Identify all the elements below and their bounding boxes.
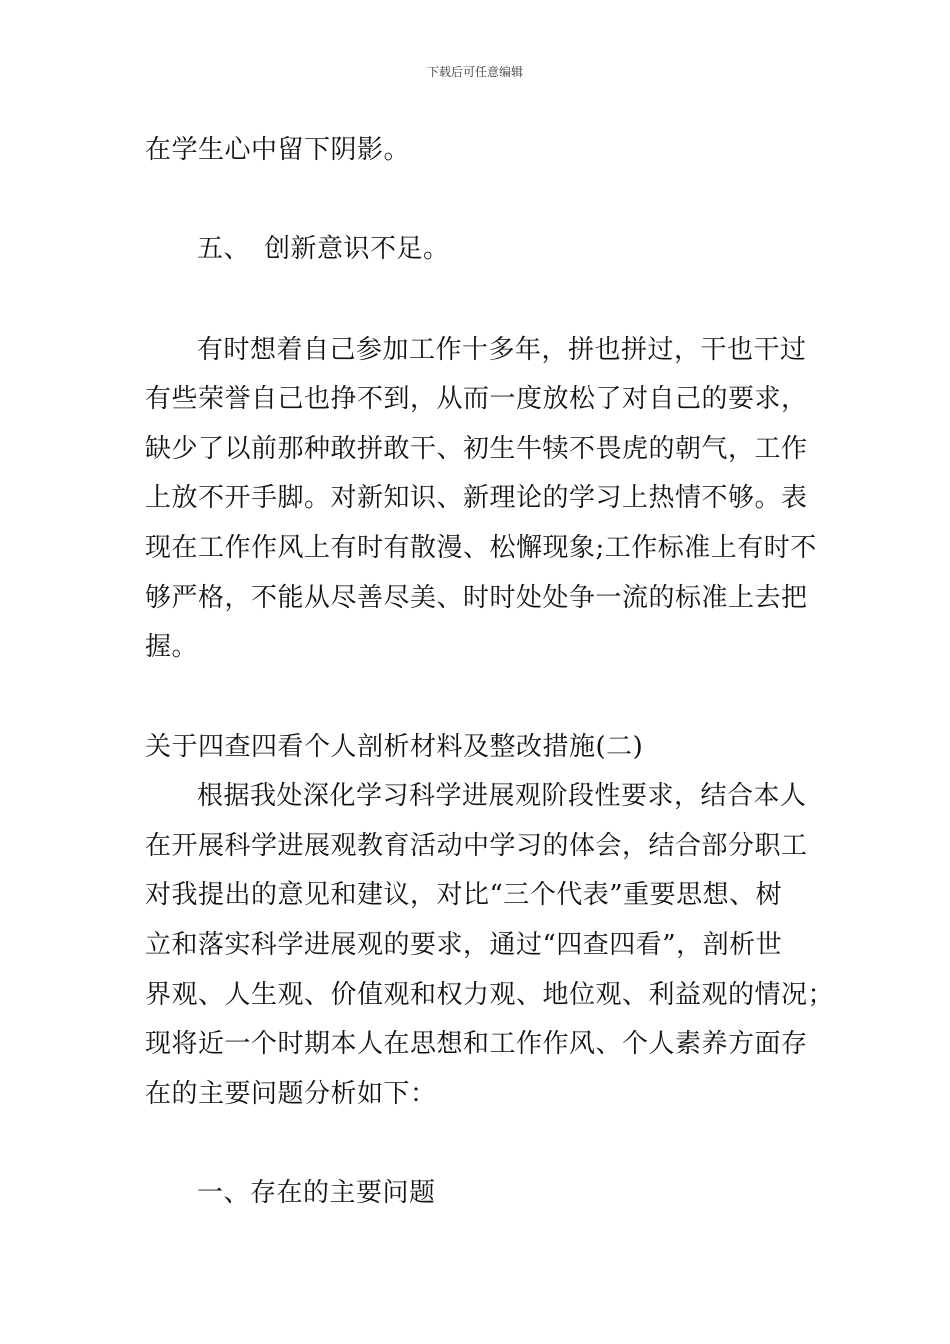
paragraph-line: 对我提出的意见和建议，对比“三个代表”重要思想、树 <box>145 880 783 910</box>
paragraph-line: 立和落实科学进展观的要求，通过“四查四看”，剖析世 <box>145 930 783 960</box>
paragraph-line: 握。 <box>145 632 199 662</box>
section-heading-5 <box>197 232 450 266</box>
paragraph-line: 缺少了以前那种敢拼敢干、初生牛犊不畏虎的朝气，工作 <box>145 434 808 464</box>
paragraph-line: 在开展科学进展观教育活动中学习的体会，结合部分职工 <box>145 831 808 861</box>
paragraph-line: 根据我处深化学习科学进展观阶段性要求，结合本人 <box>197 781 807 811</box>
paragraph-line: 界观、人生观、价值观和权力观、地位观、利益观的情况； <box>145 980 835 1010</box>
paragraph-line: 上放不开手脚。对新知识、新理论的学习上热情不够。表 <box>145 483 808 513</box>
section-number: 五、 <box>197 234 251 264</box>
paragraph-line: 在的主要问题分析如下： <box>145 1079 437 1109</box>
paragraph-line: 够严格，不能从尽善尽美、时时处处争一流的标准上去把 <box>145 583 808 613</box>
paragraph-line: 现在工作作风上有时有散漫、松懈现象;工作标准上有时不 <box>145 533 817 563</box>
paragraph-line: 在学生心中留下阴影。 <box>145 135 411 165</box>
section-title: 创新意识不足。 <box>264 234 450 264</box>
paragraph-line: 有时想着自己参加工作十多年，拼也拼过，干也干过 <box>197 335 807 365</box>
article-title: 关于四查四看个人剖析材料及整改措施(二) <box>145 732 644 762</box>
paragraph-line: 现将近一个时期本人在思想和工作作风、个人素养方面存 <box>145 1029 808 1059</box>
paragraph-line: 有些荣誉自己也挣不到，从而一度放松了对自己的要求， <box>145 384 808 414</box>
page-header-note: 下载后可任意编辑 <box>426 65 523 79</box>
section-heading-1: 一、存在的主要问题 <box>197 1178 436 1208</box>
